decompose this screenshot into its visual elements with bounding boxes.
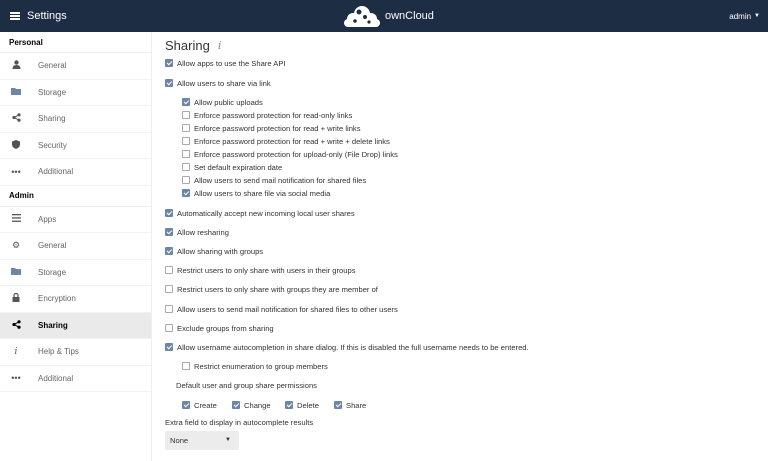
permission-label: Change xyxy=(244,400,271,410)
option-allow-share-api[interactable] xyxy=(165,57,286,69)
sidebar-item-personal-storage[interactable] xyxy=(0,80,151,107)
option-label: Allow users to send mail notification for shared files to other users xyxy=(177,304,398,314)
option-sharing-groups[interactable] xyxy=(165,245,263,257)
checkbox[interactable] xyxy=(165,305,173,313)
option-label: Allow public uploads xyxy=(194,97,263,107)
sidebar-item-personal-security[interactable] xyxy=(0,133,151,160)
checkbox[interactable] xyxy=(165,79,173,87)
top-header xyxy=(0,0,768,32)
share-icon xyxy=(10,320,22,331)
option-label: Automatically accept new incoming local user shares xyxy=(177,208,355,218)
sidebar-item-label: Storage xyxy=(38,87,67,97)
person-icon xyxy=(10,60,22,71)
sidebar-item-personal-general[interactable] xyxy=(0,53,151,80)
checkbox[interactable] xyxy=(182,163,190,171)
sidebar-item-label: General xyxy=(38,61,67,71)
sidebar-item-admin-help[interactable] xyxy=(0,339,151,366)
option-exclude-groups[interactable] xyxy=(165,322,274,334)
caret-down-icon: ▼ xyxy=(754,13,760,19)
option-label: Set default expiration date xyxy=(194,162,283,172)
sidebar-item-label: Security xyxy=(38,140,67,150)
sidebar-item-label: Additional xyxy=(38,373,74,383)
info-icon: i xyxy=(14,346,18,357)
option-label: Restrict users to only share with users in their groups xyxy=(177,265,356,275)
option-restrict-member-groups[interactable] xyxy=(165,283,378,295)
permission-label: Share xyxy=(346,400,367,410)
shield-icon xyxy=(10,140,22,151)
list-icon xyxy=(10,214,22,224)
section-heading-admin: Admin xyxy=(0,186,151,207)
permission-label: Create xyxy=(194,400,217,410)
checkbox[interactable] xyxy=(182,124,190,132)
option-enforce-pw-uploadonly[interactable] xyxy=(182,148,398,160)
checkbox[interactable] xyxy=(182,401,190,409)
sidebar-item-admin-sharing[interactable] xyxy=(0,313,151,340)
option-social-media[interactable] xyxy=(182,187,330,199)
sidebar-item-label: Encryption xyxy=(38,294,76,304)
sidebar-item-personal-additional[interactable] xyxy=(0,159,151,186)
option-enforce-pw-readwritedelete[interactable] xyxy=(182,135,390,147)
option-default-expiration[interactable] xyxy=(182,161,282,173)
option-label: Allow sharing with groups xyxy=(177,246,264,256)
cloud-logo-icon xyxy=(343,4,381,28)
option-allow-resharing[interactable] xyxy=(165,226,229,238)
gear-icon: ⚙ xyxy=(11,240,21,251)
hamburger-icon xyxy=(10,12,20,20)
user-menu[interactable] xyxy=(729,0,760,32)
option-mail-notification[interactable] xyxy=(182,174,366,186)
permissions-heading: Default user and group share permissions xyxy=(176,381,317,390)
brand-name: ownCloud xyxy=(385,10,434,22)
option-label: Enforce password protection for read + write links xyxy=(194,123,361,133)
settings-menu-toggle[interactable] xyxy=(10,0,67,32)
option-label: Allow username autocompletion in share dialog. If this is disabled the full username needs to be entered. xyxy=(177,342,529,352)
sidebar-item-admin-apps[interactable] xyxy=(0,207,151,234)
page-title xyxy=(165,38,221,53)
option-label: Allow users to share file via social media xyxy=(194,188,331,198)
option-restrict-own-groups[interactable] xyxy=(165,264,356,276)
option-allow-share-link[interactable] xyxy=(165,77,271,89)
owncloud-logo[interactable] xyxy=(343,4,434,28)
sidebar-item-admin-encryption[interactable] xyxy=(0,286,151,313)
info-icon[interactable]: i xyxy=(217,39,222,52)
checkbox[interactable] xyxy=(182,137,190,145)
checkbox[interactable] xyxy=(165,285,173,293)
lock-icon xyxy=(10,293,22,304)
permission-label: Delete xyxy=(297,400,319,410)
user-name: admin xyxy=(729,11,752,21)
option-username-autocomplete[interactable] xyxy=(165,341,529,353)
permission-share[interactable] xyxy=(334,399,366,411)
option-label: Exclude groups from sharing xyxy=(177,323,274,333)
sidebar-item-admin-additional[interactable] xyxy=(0,366,151,393)
checkbox[interactable] xyxy=(182,111,190,119)
permission-delete[interactable] xyxy=(285,399,319,411)
option-allow-public-uploads[interactable] xyxy=(182,96,263,108)
extra-field-select[interactable] xyxy=(165,431,239,450)
option-label: Enforce password protection for read + write + delete links xyxy=(194,136,390,146)
checkbox[interactable] xyxy=(182,98,190,106)
checkbox[interactable] xyxy=(165,59,173,67)
option-restrict-enumeration[interactable] xyxy=(182,360,328,372)
permission-create[interactable] xyxy=(182,399,217,411)
checkbox[interactable] xyxy=(165,343,173,351)
select-value: None xyxy=(170,436,189,445)
sidebar-item-label: Sharing xyxy=(38,114,66,124)
sidebar-item-label: Additional xyxy=(38,167,74,177)
option-label: Allow users to send mail notification for shared files xyxy=(194,175,367,185)
checkbox[interactable] xyxy=(165,324,173,332)
option-label: Enforce password protection for read-only links xyxy=(194,110,353,120)
page-title-text: Sharing xyxy=(165,38,210,53)
settings-sidebar xyxy=(0,32,152,461)
option-label: Allow users to share via link xyxy=(177,78,271,88)
option-label: Allow apps to use the Share API xyxy=(177,58,286,68)
folder-icon xyxy=(10,267,22,277)
option-label: Allow resharing xyxy=(177,227,229,237)
option-enforce-pw-readonly[interactable] xyxy=(182,109,352,121)
checkbox[interactable] xyxy=(182,362,190,370)
checkbox[interactable] xyxy=(165,247,173,255)
sidebar-item-label: Sharing xyxy=(38,320,68,330)
checkbox[interactable] xyxy=(285,401,293,409)
checkbox[interactable] xyxy=(165,228,173,236)
checkbox[interactable] xyxy=(165,266,173,274)
checkbox[interactable] xyxy=(182,189,190,197)
more-icon: ••• xyxy=(11,166,21,177)
option-label: Restrict users to only share with groups they are member of xyxy=(177,284,378,294)
option-auto-accept-shares[interactable] xyxy=(165,207,355,219)
share-icon xyxy=(10,113,22,124)
option-label: Restrict enumeration to group members xyxy=(194,361,328,371)
checkbox[interactable] xyxy=(182,176,190,184)
app-title: Settings xyxy=(27,10,67,22)
more-icon: ••• xyxy=(11,373,21,384)
sidebar-item-label: General xyxy=(38,241,67,251)
option-enforce-pw-readwrite[interactable] xyxy=(182,122,361,134)
sidebar-item-personal-sharing[interactable] xyxy=(0,106,151,133)
checkbox[interactable] xyxy=(165,209,173,217)
caret-down-icon: ▼ xyxy=(225,437,231,443)
folder-icon xyxy=(10,87,22,97)
section-heading-personal: Personal xyxy=(0,32,151,53)
option-label: Enforce password protection for upload-only (File Drop) links xyxy=(194,149,398,159)
checkbox[interactable] xyxy=(182,150,190,158)
sidebar-item-label: Storage xyxy=(38,267,67,277)
checkbox[interactable] xyxy=(334,401,342,409)
extra-field-label: Extra field to display in autocomplete results xyxy=(165,418,314,427)
sidebar-item-admin-storage[interactable] xyxy=(0,260,151,287)
option-mail-other-users[interactable] xyxy=(165,303,398,315)
permission-change[interactable] xyxy=(232,399,271,411)
checkbox[interactable] xyxy=(232,401,240,409)
sidebar-item-label: Help & Tips xyxy=(38,347,79,357)
sidebar-item-label: Apps xyxy=(38,214,57,224)
sidebar-item-admin-general[interactable] xyxy=(0,233,151,260)
